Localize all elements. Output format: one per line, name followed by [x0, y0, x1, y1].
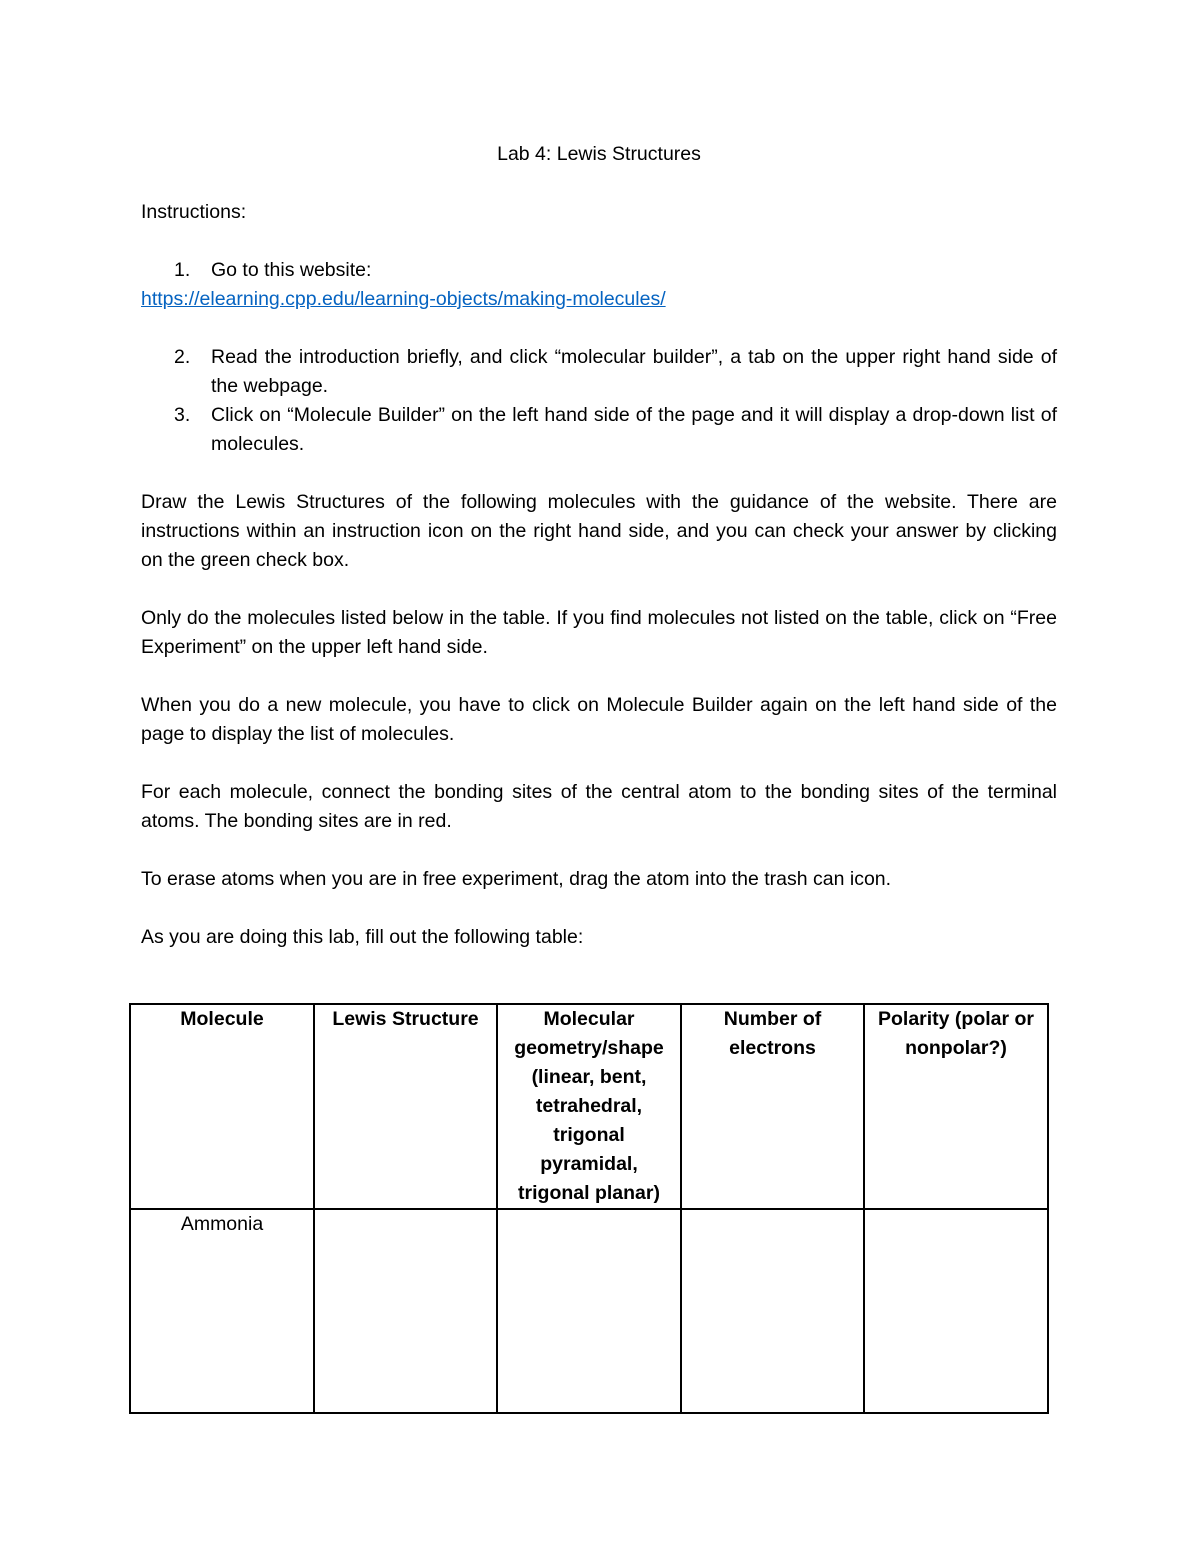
header-molecular-geometry: Molecular geometry/shape (linear, bent, tetrahedral, trigonal pyramidal, trigonal planar)	[497, 1004, 681, 1209]
header-molecule: Molecule	[130, 1004, 314, 1209]
header-lewis-structure: Lewis Structure	[314, 1004, 497, 1209]
step-text: Go to this website:	[211, 259, 372, 281]
cell-number-of-electrons[interactable]	[681, 1209, 864, 1413]
table-row	[130, 1209, 1048, 1413]
step-number: 2.	[174, 346, 191, 368]
step-3	[141, 401, 1057, 459]
cell-lewis-structure[interactable]	[314, 1209, 497, 1413]
paragraph-connect: For each molecule, connect the bonding sites of the central atom to the bonding sites of the terminal atoms. The bonding sites are in red.	[141, 781, 1057, 832]
instructions-heading: Instructions:	[141, 201, 247, 223]
paragraph-new-molecule: When you do a new molecule, you have to click on Molecule Builder again on the left hand side of the page to display the list of molecules.	[141, 694, 1057, 745]
table-header-row	[130, 1004, 1048, 1209]
website-link[interactable]: https://elearning.cpp.edu/learning-objects/making-molecules/	[141, 288, 666, 310]
page-title: Lab 4: Lewis Structures	[497, 143, 701, 165]
website-link-line	[141, 285, 1057, 314]
cell-molecule: Ammonia	[130, 1209, 314, 1413]
document-body	[141, 140, 1057, 952]
lewis-structure-table	[129, 1003, 1049, 1414]
step-number: 3.	[174, 404, 191, 426]
step-text: Click on “Molecule Builder” on the left hand side of the page and it will display a drop-down list of molecules.	[211, 404, 1057, 455]
paragraph-fill: As you are doing this lab, fill out the following table:	[141, 926, 584, 948]
step-2	[141, 343, 1057, 401]
step-1	[141, 256, 1057, 285]
cell-polarity[interactable]	[864, 1209, 1048, 1413]
header-polarity: Polarity (polar or nonpolar?)	[864, 1004, 1048, 1209]
instruction-steps	[141, 256, 1057, 285]
cell-molecular-geometry[interactable]	[497, 1209, 681, 1413]
paragraph-only: Only do the molecules listed below in the table. If you find molecules not listed on the table, click on “Free Experiment” on the upper left hand side.	[141, 607, 1057, 658]
paragraph-erase: To erase atoms when you are in free experiment, drag the atom into the trash can icon.	[141, 868, 892, 890]
step-number: 1.	[174, 259, 191, 281]
paragraph-draw: Draw the Lewis Structures of the following molecules with the guidance of the website. There are instructions within an instruction icon on the right hand side, and you can check your answer by clicking on the green check box.	[141, 491, 1057, 571]
step-text: Read the introduction briefly, and click “molecular builder”, a tab on the upper right hand side of the webpage.	[211, 346, 1057, 397]
header-number-of-electrons: Number of electrons	[681, 1004, 864, 1209]
instruction-steps-continued	[141, 343, 1057, 459]
